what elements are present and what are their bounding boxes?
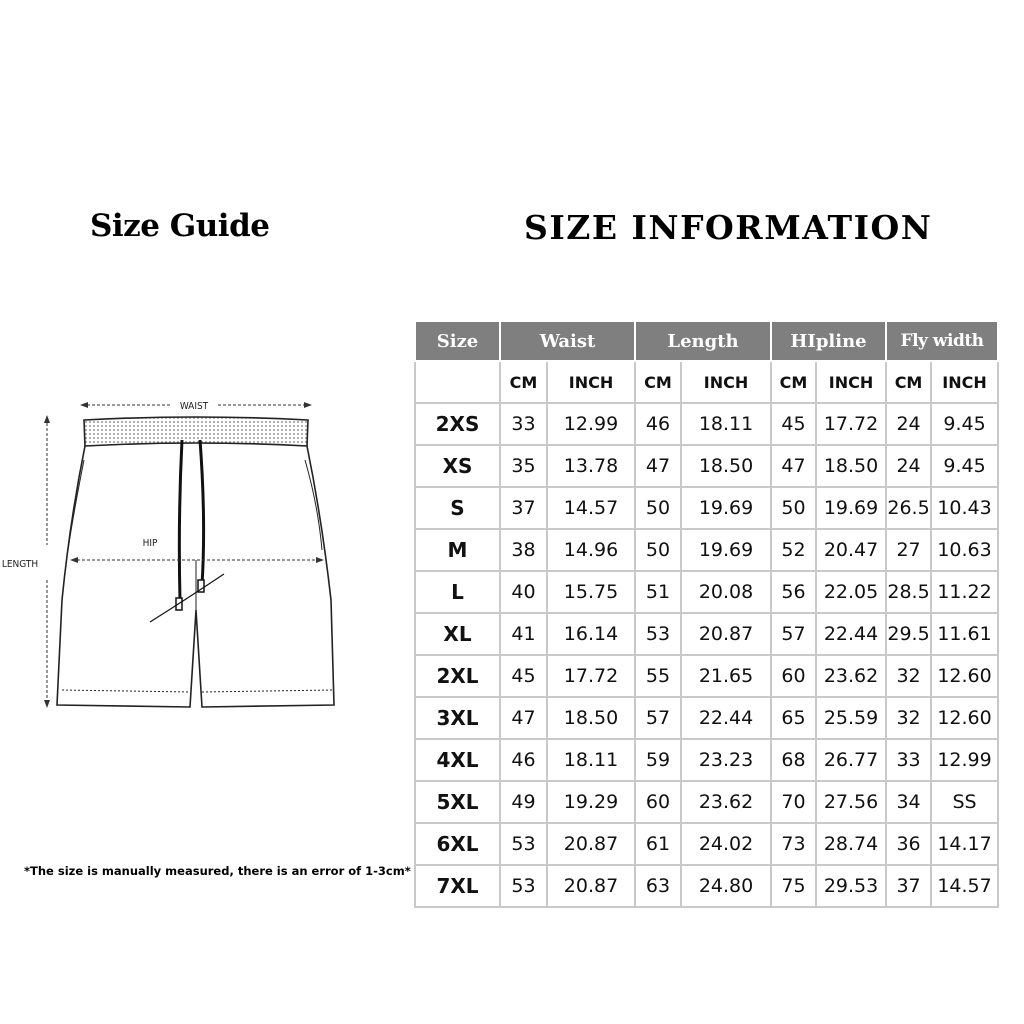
hip-cm-cell: 47 [771,445,816,487]
hip-inch-cell: 18.50 [816,445,886,487]
length-cm-cell: 55 [635,655,681,697]
length-cm-cell: 50 [635,487,681,529]
fly-inch-cell: 10.43 [931,487,998,529]
drawstring [150,440,224,622]
hip-cm-cell: 75 [771,865,816,907]
length-inch-cell: 20.87 [681,613,771,655]
waist-inch-cell: 18.11 [547,739,635,781]
waist-inch-cell: 14.57 [547,487,635,529]
length-cm-cell: 61 [635,823,681,865]
header-fly-width: Fly width [886,321,998,361]
size-cell: 2XS [415,403,500,445]
hip-cm-cell: 45 [771,403,816,445]
length-cm-cell: 63 [635,865,681,907]
fly-cm-cell: 34 [886,781,931,823]
length-inch-cell: 19.69 [681,487,771,529]
unit-hip-cm: CM [771,361,816,403]
waist-cm-cell: 47 [500,697,547,739]
size-cell: M [415,529,500,571]
waist-inch-cell: 13.78 [547,445,635,487]
waist-inch-cell: 17.72 [547,655,635,697]
table-row [415,613,998,655]
hip-cm-cell: 56 [771,571,816,613]
fly-cm-cell: 33 [886,739,931,781]
fly-inch-cell: 12.99 [931,739,998,781]
unit-blank [415,361,500,403]
table-row [415,823,998,865]
header-size: Size [415,321,500,361]
hip-cm-cell: 50 [771,487,816,529]
hip-inch-cell: 26.77 [816,739,886,781]
fly-cm-cell: 37 [886,865,931,907]
waist-cm-cell: 45 [500,655,547,697]
fly-inch-cell: 9.45 [931,403,998,445]
fly-cm-cell: 32 [886,697,931,739]
waist-inch-cell: 20.87 [547,823,635,865]
table-row [415,403,998,445]
unit-waist-cm: CM [500,361,547,403]
size-table [414,320,999,908]
waist-inch-cell: 15.75 [547,571,635,613]
fly-inch-cell: 14.17 [931,823,998,865]
size-cell: L [415,571,500,613]
hip-cm-cell: 60 [771,655,816,697]
hip-inch-cell: 28.74 [816,823,886,865]
waist-inch-cell: 12.99 [547,403,635,445]
fly-inch-cell: 12.60 [931,655,998,697]
size-information-title: SIZE INFORMATION [524,208,933,247]
table-row [415,697,998,739]
size-guide-title: Size Guide [90,208,270,244]
table-body [415,403,998,907]
waist-cm-cell: 46 [500,739,547,781]
length-inch-cell: 22.44 [681,697,771,739]
waist-inch-cell: 16.14 [547,613,635,655]
waist-dimension [80,401,312,412]
hip-inch-cell: 22.05 [816,571,886,613]
hip-dimension [70,538,324,563]
waist-inch-cell: 18.50 [547,697,635,739]
fly-cm-cell: 27 [886,529,931,571]
fly-inch-cell: 10.63 [931,529,998,571]
table-row [415,571,998,613]
fly-inch-cell: 11.61 [931,613,998,655]
length-cm-cell: 57 [635,697,681,739]
table-row [415,781,998,823]
waist-cm-cell: 53 [500,865,547,907]
waist-label: WAIST [179,401,209,412]
fly-cm-cell: 24 [886,403,931,445]
hip-cm-cell: 52 [771,529,816,571]
table-row [415,487,998,529]
fly-inch-cell: SS [931,781,998,823]
table-row [415,529,998,571]
waist-cm-cell: 49 [500,781,547,823]
length-inch-cell: 24.02 [681,823,771,865]
length-inch-cell: 24.80 [681,865,771,907]
length-cm-cell: 47 [635,445,681,487]
waist-inch-cell: 19.29 [547,781,635,823]
hip-label: HIP [142,538,158,549]
table-units-row [415,361,998,403]
table-row [415,445,998,487]
length-inch-cell: 18.11 [681,403,771,445]
fly-cm-cell: 36 [886,823,931,865]
header-hipline: HIpline [771,321,886,361]
unit-length-inch: INCH [681,361,771,403]
length-cm-cell: 50 [635,529,681,571]
hip-inch-cell: 19.69 [816,487,886,529]
size-cell: 6XL [415,823,500,865]
unit-fly-cm: CM [886,361,931,403]
size-cell: 5XL [415,781,500,823]
waist-cm-cell: 37 [500,487,547,529]
fly-inch-cell: 14.57 [931,865,998,907]
size-cell: 2XL [415,655,500,697]
unit-hip-inch: INCH [816,361,886,403]
waist-cm-cell: 35 [500,445,547,487]
fly-cm-cell: 28.5 [886,571,931,613]
hip-cm-cell: 65 [771,697,816,739]
size-cell: 4XL [415,739,500,781]
fly-inch-cell: 11.22 [931,571,998,613]
table-row [415,655,998,697]
fly-inch-cell: 12.60 [931,697,998,739]
size-cell: XS [415,445,500,487]
waist-cm-cell: 40 [500,571,547,613]
hip-inch-cell: 17.72 [816,403,886,445]
size-cell: 3XL [415,697,500,739]
length-inch-cell: 23.62 [681,781,771,823]
waist-cm-cell: 53 [500,823,547,865]
fly-cm-cell: 24 [886,445,931,487]
table-row [415,739,998,781]
fly-cm-cell: 29.5 [886,613,931,655]
hip-cm-cell: 68 [771,739,816,781]
hip-cm-cell: 73 [771,823,816,865]
length-cm-cell: 59 [635,739,681,781]
length-cm-cell: 46 [635,403,681,445]
table-row [415,865,998,907]
length-cm-cell: 53 [635,613,681,655]
length-inch-cell: 18.50 [681,445,771,487]
hip-inch-cell: 27.56 [816,781,886,823]
unit-fly-inch: INCH [931,361,998,403]
length-dimension [2,415,50,708]
hip-cm-cell: 57 [771,613,816,655]
size-cell: 7XL [415,865,500,907]
shorts-diagram [0,380,400,720]
unit-waist-inch: INCH [547,361,635,403]
fly-cm-cell: 26.5 [886,487,931,529]
waist-cm-cell: 38 [500,529,547,571]
size-cell: S [415,487,500,529]
waist-inch-cell: 14.96 [547,529,635,571]
hip-inch-cell: 29.53 [816,865,886,907]
hip-inch-cell: 20.47 [816,529,886,571]
length-inch-cell: 19.69 [681,529,771,571]
header-waist: Waist [500,321,635,361]
shorts-outline [57,417,334,707]
unit-length-cm: CM [635,361,681,403]
waist-cm-cell: 41 [500,613,547,655]
waist-inch-cell: 20.87 [547,865,635,907]
hip-inch-cell: 25.59 [816,697,886,739]
length-cm-cell: 60 [635,781,681,823]
fly-cm-cell: 32 [886,655,931,697]
hip-inch-cell: 23.62 [816,655,886,697]
measurement-note: *The size is manually measured, there is an error of 1-3cm* [24,864,411,878]
waist-cm-cell: 33 [500,403,547,445]
length-inch-cell: 21.65 [681,655,771,697]
size-cell: XL [415,613,500,655]
fly-inch-cell: 9.45 [931,445,998,487]
hip-cm-cell: 70 [771,781,816,823]
length-inch-cell: 23.23 [681,739,771,781]
length-label: LENGTH [1,559,39,570]
header-length: Length [635,321,771,361]
table-header-row [415,321,998,361]
hip-inch-cell: 22.44 [816,613,886,655]
length-inch-cell: 20.08 [681,571,771,613]
length-cm-cell: 51 [635,571,681,613]
